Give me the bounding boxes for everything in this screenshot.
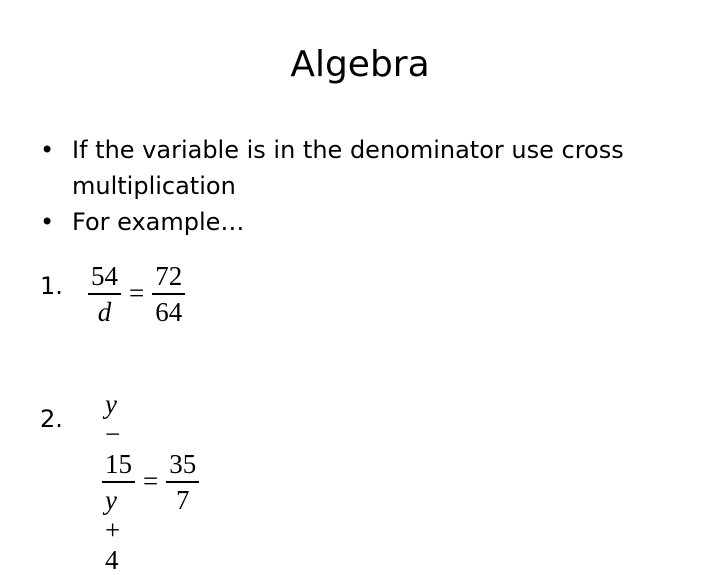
bullet-text: For example… (72, 208, 245, 236)
variable: y (105, 484, 117, 515)
denominator (102, 483, 135, 575)
fraction-left (88, 261, 121, 327)
bullet-item (40, 132, 680, 204)
equation (102, 389, 199, 575)
fraction-left (102, 389, 135, 575)
equation (88, 261, 185, 327)
problem-number: 1. (40, 272, 63, 300)
denominator-terms: + 4 (105, 514, 121, 575)
numerator (102, 389, 135, 481)
bullet-marker: • (40, 136, 55, 164)
bullet-item (40, 204, 680, 240)
equals-sign: = (143, 466, 159, 497)
problem-number: 2. (40, 405, 63, 433)
fraction-right (166, 449, 199, 515)
denominator: 7 (175, 484, 190, 515)
numerator: 35 (169, 449, 197, 479)
denominator: d (97, 296, 112, 327)
variable: y (105, 389, 117, 419)
equals-sign: = (129, 278, 145, 309)
numerator: 54 (91, 261, 118, 291)
numerator: 72 (155, 261, 183, 291)
numerator-terms: − 15 (105, 419, 132, 479)
denominator: 64 (155, 296, 183, 327)
fraction-right (152, 261, 185, 327)
bullet-text: If the variable is in the denominator use cross multiplication (72, 136, 624, 200)
slide-title: Algebra (290, 44, 430, 85)
bullet-marker: • (40, 208, 55, 236)
bullet-list (40, 132, 680, 240)
